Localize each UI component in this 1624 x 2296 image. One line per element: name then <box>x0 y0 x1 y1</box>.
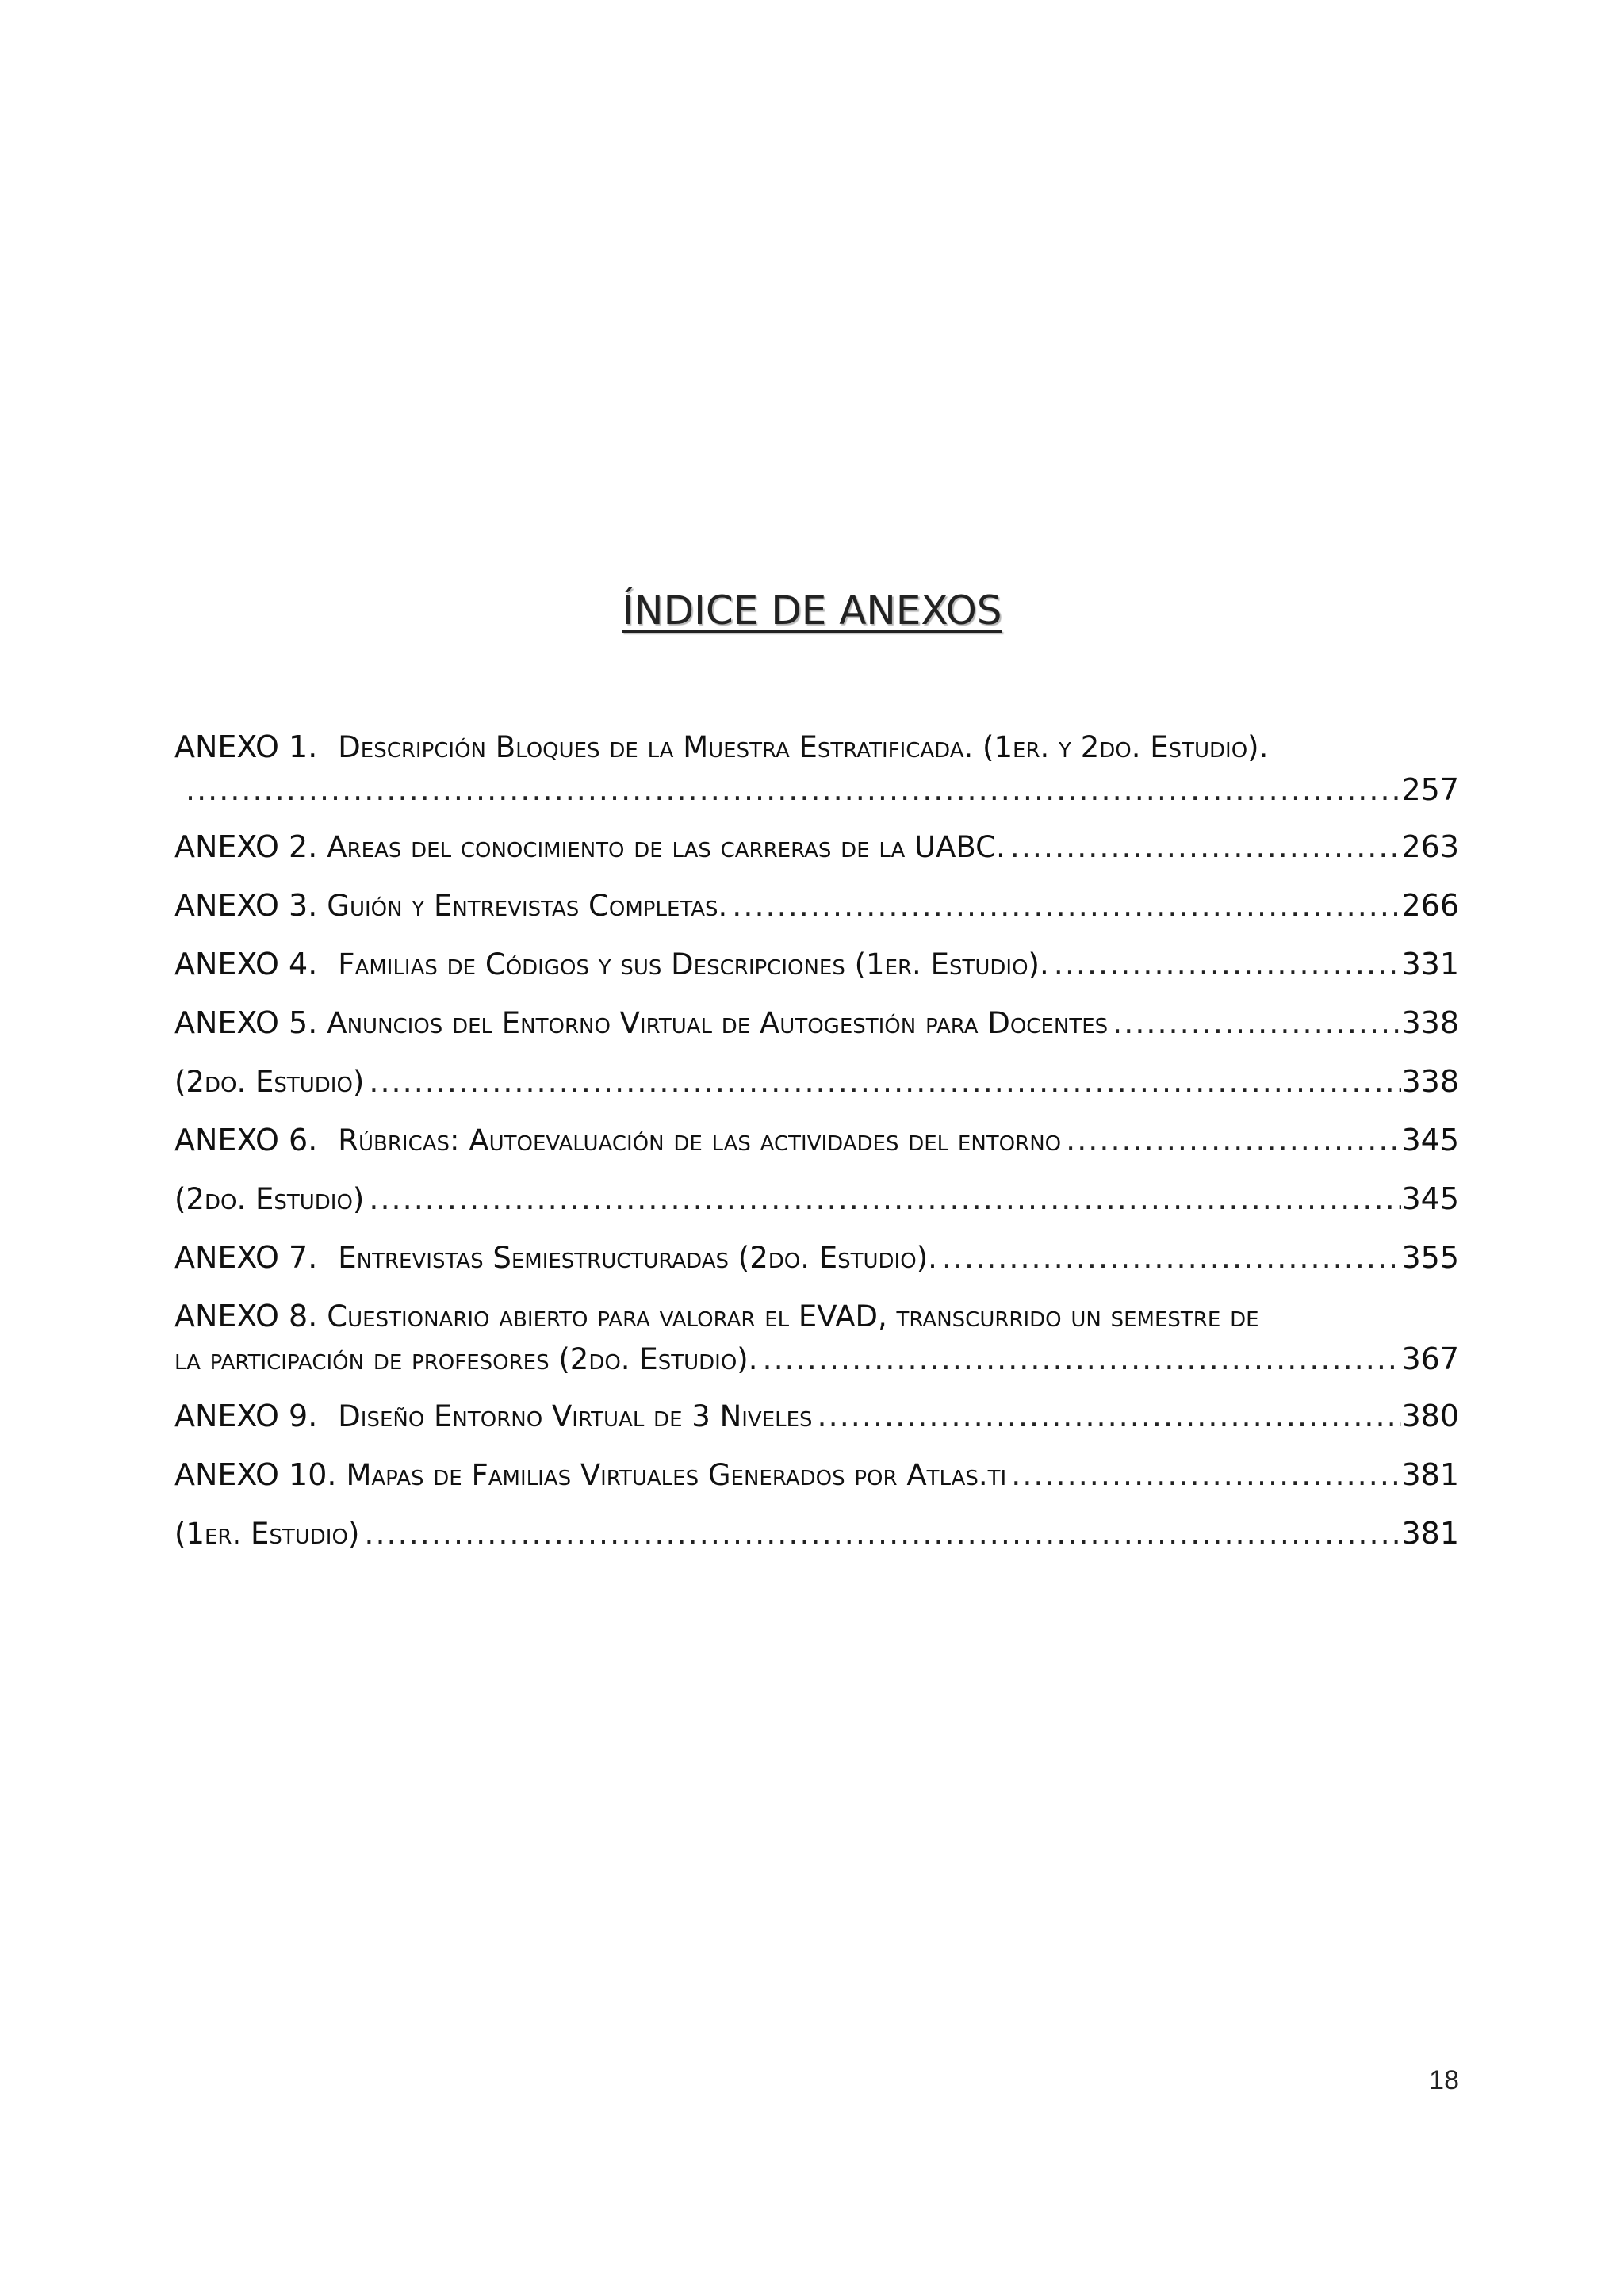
page-title: ÍNDICE DE ANEXOS <box>622 587 1002 633</box>
toc-entry-annex-4[interactable] <box>174 943 1459 985</box>
toc-entry-page: 345 <box>1401 1123 1459 1158</box>
toc-entry-page: 380 <box>1401 1399 1459 1433</box>
toc-entry-annex-9[interactable] <box>174 1395 1459 1437</box>
toc-entry-annex-10-continuation[interactable] <box>174 1512 1459 1555</box>
toc-entry-text: Areas del conocimiento de las carreras de la UABC. <box>327 830 1005 864</box>
toc-entry-label: ANEXO 8. <box>174 1299 318 1334</box>
dot-leader <box>364 1060 1401 1103</box>
dot-leader <box>1108 1001 1401 1044</box>
toc-entry-annex-8[interactable] <box>174 1295 1459 1380</box>
dot-leader <box>813 1395 1402 1437</box>
toc-entry-page: 367 <box>1401 1341 1459 1376</box>
toc-entry-page: 338 <box>1401 1005 1459 1040</box>
dot-leader <box>1005 825 1402 868</box>
toc-entry-page: 257 <box>1401 772 1459 807</box>
toc-entry-text: Mapas de Familias Virtuales Generados por Atlas.ti <box>346 1458 1007 1492</box>
toc-entry-text: Descripción Bloques de la Muestra Estratificada. (1er. y 2do. Estudio). <box>338 730 1269 764</box>
toc-entry-text: (1er. Estudio) <box>174 1517 360 1551</box>
toc-entry-text: Rúbricas: Autoevaluación de las actividades del entorno <box>338 1123 1062 1158</box>
toc-entry-label: ANEXO 3. <box>174 888 318 923</box>
toc-entry-page: 381 <box>1401 1457 1459 1492</box>
toc-entry-page: 266 <box>1401 888 1459 923</box>
dot-leader <box>1006 1453 1401 1496</box>
page-number: 18 <box>1429 2065 1459 2095</box>
toc-entry-page: 381 <box>1401 1516 1459 1551</box>
toc-entry-page: 331 <box>1401 947 1459 982</box>
dot-leader <box>937 1236 1402 1279</box>
toc-entry-annex-6-continuation[interactable] <box>174 1177 1459 1220</box>
toc-entry-label: ANEXO 5. <box>174 1005 318 1040</box>
toc-entry-text: Anuncios del Entorno Virtual de Autogestión para Docentes <box>327 1006 1109 1040</box>
toc-entry-page: 345 <box>1401 1181 1459 1216</box>
toc-entry-label: ANEXO 9. <box>174 1399 318 1433</box>
toc-entry-text: Familias de Códigos y sus Descripciones (1er. Estudio). <box>338 947 1049 982</box>
toc-entry-text: Diseño Entorno Virtual de 3 Niveles <box>338 1399 813 1433</box>
dot-leader <box>1061 1119 1401 1161</box>
toc-entry-annex-10[interactable] <box>174 1453 1459 1496</box>
dot-leader <box>174 768 1401 811</box>
toc-entry-annex-5-continuation[interactable] <box>174 1060 1459 1103</box>
dot-leader <box>1049 943 1402 985</box>
toc-entry-text-continued: la participación de profesores (2do. Estudio). <box>174 1342 758 1376</box>
dot-leader <box>727 884 1401 927</box>
toc-entry-page: 338 <box>1401 1064 1459 1099</box>
toc-entry-label: ANEXO 4. <box>174 947 318 982</box>
toc-entry-label: ANEXO 7. <box>174 1240 318 1275</box>
toc-entry-page: 263 <box>1401 829 1459 864</box>
toc-entry-label: ANEXO 6. <box>174 1123 318 1158</box>
dot-leader <box>364 1177 1401 1220</box>
toc-entry-annex-2[interactable] <box>174 825 1459 868</box>
toc-entry-label: ANEXO 2. <box>174 829 318 864</box>
toc-entry-text: (2do. Estudio) <box>174 1182 365 1216</box>
toc-entry-page: 355 <box>1401 1240 1459 1275</box>
toc-entry-annex-5[interactable] <box>174 1001 1459 1044</box>
toc-entry-text: Guión y Entrevistas Completas. <box>327 889 728 923</box>
toc-entry-text: Entrevistas Semiestructuradas (2do. Estudio). <box>338 1241 937 1275</box>
dot-leader <box>757 1337 1401 1380</box>
toc-entry-annex-6[interactable] <box>174 1119 1459 1161</box>
toc-entry-annex-1[interactable] <box>174 725 1459 811</box>
toc-entry-label: ANEXO 10. <box>174 1457 337 1492</box>
toc-entry-annex-7[interactable] <box>174 1236 1459 1279</box>
toc-entry-text: Cuestionario abierto para valorar el EVAD, transcurrido un semestre de <box>327 1299 1259 1334</box>
toc-entry-label: ANEXO 1. <box>174 729 318 764</box>
dot-leader <box>359 1512 1401 1555</box>
toc-entry-text: (2do. Estudio) <box>174 1065 365 1099</box>
toc-entry-annex-3[interactable] <box>174 884 1459 927</box>
